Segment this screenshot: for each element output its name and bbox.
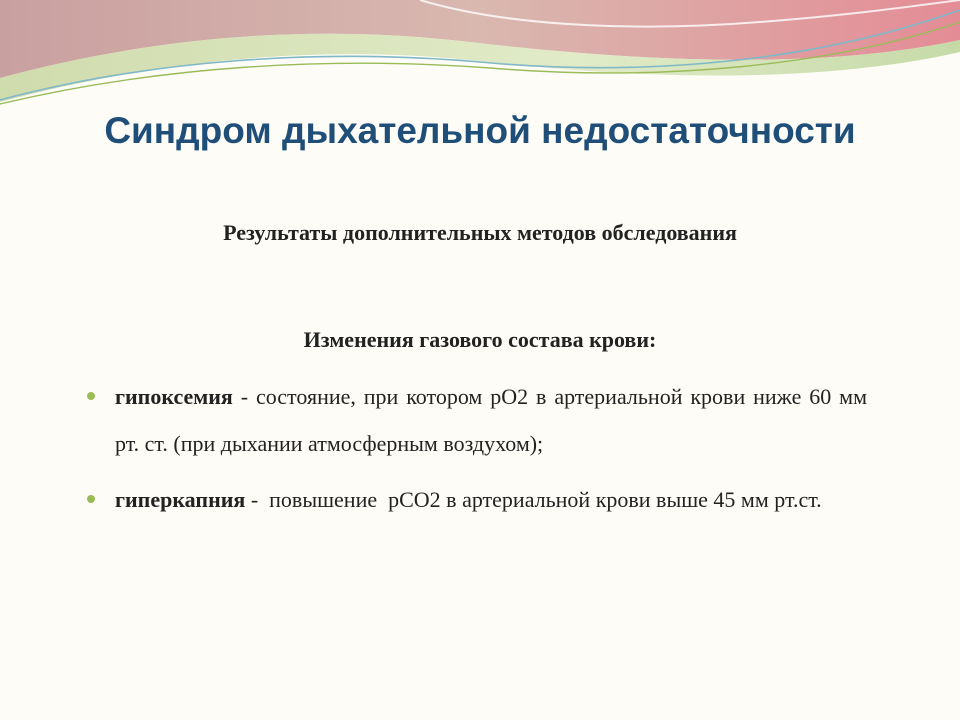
bullet-icon	[87, 495, 95, 503]
bullet-icon	[87, 392, 95, 400]
bullet-term: гипоксемия	[115, 384, 233, 409]
bullet-text: - повышение pCO2 в артериальной крови выше 45 мм рт.ст.	[245, 487, 822, 512]
list-item	[115, 476, 867, 523]
slide-title: Синдром дыхательной недостаточности	[104, 110, 856, 151]
bullet-term: гиперкапния	[115, 487, 246, 512]
bullet-text: - состояние, при котором pO2 в артериальной крови ниже 60 мм рт. ст. (при дыхании атмосферным воздухом);	[115, 384, 867, 456]
list-item	[115, 373, 867, 467]
slide-subtitle: Результаты дополнительных методов обследования	[223, 220, 737, 245]
section-heading: Изменения газового состава крови:	[303, 327, 657, 352]
decorative-wave-header	[0, 0, 960, 120]
bullet-list	[115, 373, 867, 532]
